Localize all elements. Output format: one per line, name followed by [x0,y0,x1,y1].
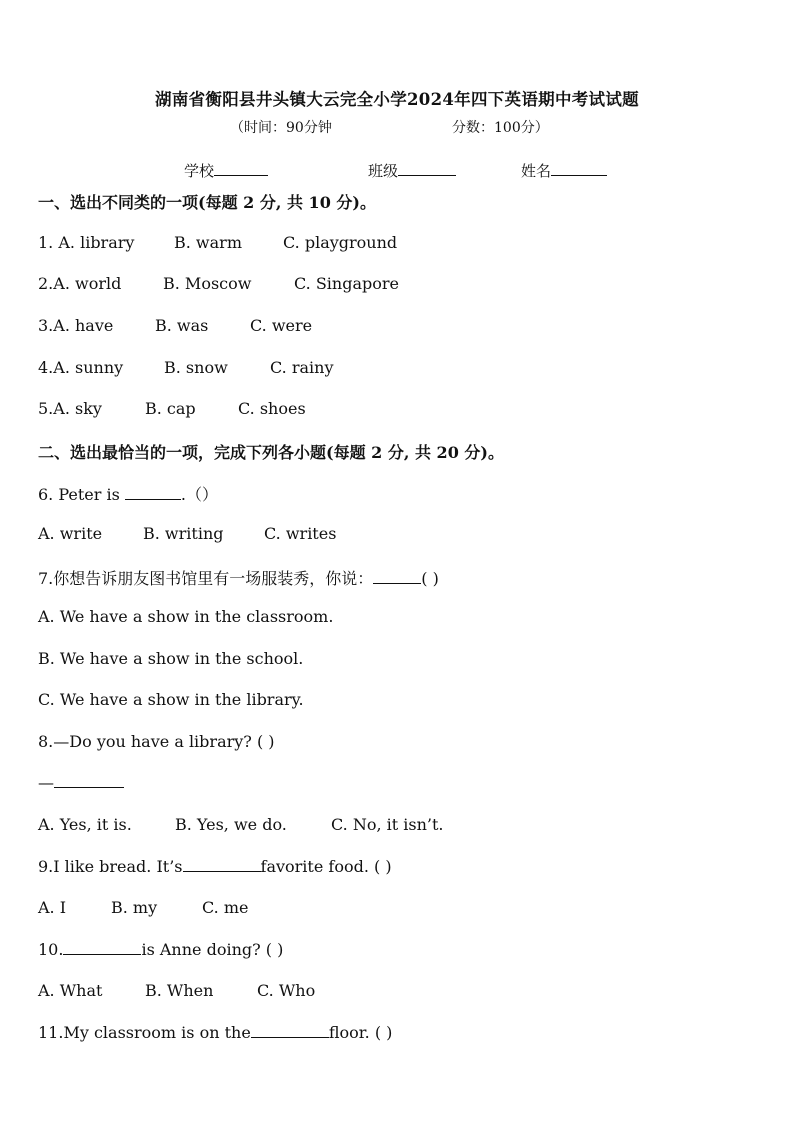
school-field[interactable] [184,160,268,181]
q10-stem-end: is Anne doing? ( ) [141,940,284,959]
class-label: 班级 [368,162,399,180]
question-7-stem [38,566,439,588]
exam-title: 湖南省衡阳县井头镇大云完全小学2024年四下英语期中考试试题 [155,90,639,109]
q9-option-b: B. my [111,898,158,917]
q1-option-c: C. playground [283,233,398,252]
q5-option-a: 5.A. sky [38,399,102,418]
name-field[interactable] [521,160,607,181]
q6-option-b: B. writing [143,524,224,543]
question-10-stem [38,940,283,962]
q3-option-a: 3.A. have [38,316,114,335]
q6-stem-start: 6. Peter is [38,485,120,504]
class-field[interactable] [368,160,456,181]
q1-option-b: B. warm [174,233,242,252]
question-6-stem [38,482,218,504]
time-limit: （时间：90分钟 [230,120,332,136]
q8-dash: — [38,773,54,792]
class-blank[interactable] [398,161,456,176]
q6-option-c: C. writes [264,524,337,543]
q11-answer-blank[interactable] [251,1023,329,1038]
q4-option-b: B. snow [164,358,228,377]
q1-option-a: 1. A. library [38,233,135,252]
q2-option-a: 2.A. world [38,274,122,293]
q9-option-c: C. me [202,898,249,917]
total-score: 分数：100分） [452,120,549,136]
q11-stem-start: 11.My classroom is on the [38,1023,251,1042]
question-8-stem: 8.—Do you have a library? ( ) [38,732,275,751]
q8-option-c: C. No, it isn’t. [331,815,444,834]
q11-stem-end: floor. ( ) [328,1023,393,1042]
question-7-option-a: A. We have a show in the classroom. [38,607,334,626]
school-blank[interactable] [214,161,268,176]
q10-number: 10. [38,940,64,959]
q9-stem-end: favorite food. ( ) [260,857,392,876]
q9-stem-start: 9.I like bread. It’s [38,857,183,876]
q6-option-a: A. write [38,524,103,543]
q10-option-c: C. Who [257,981,316,1000]
section-2-heading: 二、选出最恰当的一项，完成下列各小题(每题 2 分, 共 20 分)。 [38,443,504,462]
question-11-stem [38,1023,392,1045]
q6-answer-blank[interactable] [125,485,181,500]
q5-option-b: B. cap [145,399,196,418]
q4-option-c: C. rainy [270,358,334,377]
q6-stem-end: .（） [180,485,219,504]
q3-option-c: C. were [250,316,313,335]
q2-option-c: C. Singapore [294,274,399,293]
q4-option-a: 4.A. sunny [38,358,124,377]
question-7-option-b: B. We have a show in the school. [38,649,304,668]
section-1-heading: 一、选出不同类的一项(每题 2 分, 共 10 分)。 [38,193,376,212]
q10-option-b: B. When [145,981,214,1000]
q3-option-b: B. was [155,316,209,335]
school-label: 学校 [184,162,215,180]
q8-answer-blank[interactable] [54,773,124,788]
q7-paren: ( ) [421,569,439,588]
q9-answer-blank[interactable] [183,857,261,872]
name-label: 姓名 [521,162,552,180]
name-blank[interactable] [551,161,607,176]
q9-option-a: A. I [38,898,67,917]
question-9-stem [38,857,392,879]
q5-option-c: C. shoes [238,399,306,418]
q10-answer-blank[interactable] [63,940,141,955]
q2-option-b: B. Moscow [163,274,252,293]
question-8-answer-line [38,773,124,795]
q7-stem: 7.你想告诉朋友图书馆里有一场服装秀，你说： [38,569,374,588]
q10-option-a: A. What [38,981,103,1000]
q8-option-a: A. Yes, it is. [38,815,132,834]
question-7-option-c: C. We have a show in the library. [38,690,304,709]
q8-option-b: B. Yes, we do. [175,815,287,834]
q7-answer-blank[interactable] [373,569,421,584]
